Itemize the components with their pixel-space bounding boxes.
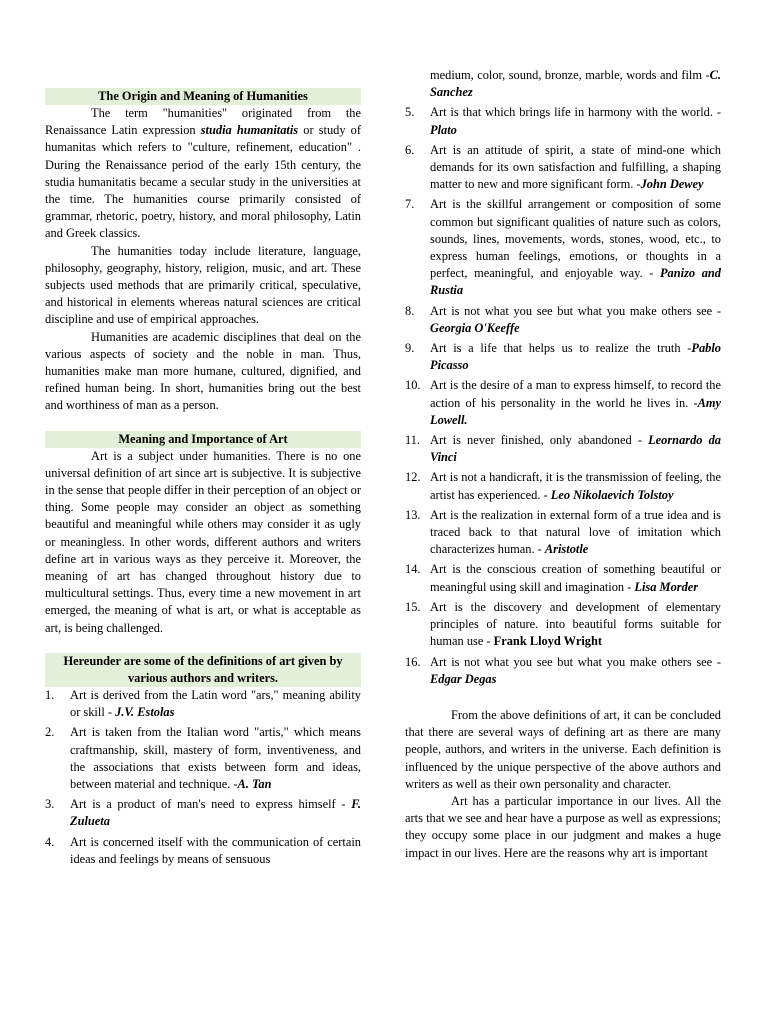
definition-author: John Dewey: [640, 177, 704, 192]
right-column: [405, 67, 721, 862]
definition-4-continued: [405, 67, 721, 101]
definition-item: [45, 724, 361, 793]
definitions-list-left: [45, 687, 361, 868]
definition-text: Art is not what you see but what you make others see -: [430, 654, 721, 669]
definition-item: [405, 599, 721, 651]
definition-text: Art is never finished, only abandoned -: [430, 433, 649, 448]
definition-number: 6.: [405, 142, 415, 157]
definition-number: 2.: [45, 725, 55, 740]
paragraph-conclusion-2: Art has a particular importance in our lives. All the arts that we see and hear have a purpose as well as expressions; they occupy some place in our judgment and makes a huge impact in our lives. Here are the reasons why art is important: [405, 793, 721, 860]
definition-number: 1.: [45, 687, 55, 702]
paragraph-meaning-1: Art is a subject under humanities. There is no one universal definition of art since art is subjective. It is subjective in the sense that people differ in their perception of an object or thing. Some people may consider an object as something beautiful and meaningful while others may consider it as ugly or meaningless. In other words, different authors and writers define art in various ways as they perceive it. Moreover, the meaning of art has changed throughout history due to multicultural settings. Thus, every time a new movement in art emerged, the meaning of what is art, or what is acceptable as art, is being challenged.: [45, 448, 361, 635]
definition-author: Pablo Picasso: [430, 341, 721, 373]
definition-item: [405, 104, 721, 138]
definition-item: [405, 507, 721, 559]
section-heading-definitions: Hereunder are some of the definitions of art given by various authors and writers.: [45, 653, 361, 687]
definition-number: 13.: [405, 507, 421, 522]
definition-number: 10.: [405, 378, 421, 393]
definition-author: Amy Lowell.: [430, 395, 721, 427]
definition-author: Edgar Degas: [430, 671, 497, 686]
definition-text: Art is not what you see but what you make others see -: [430, 303, 721, 318]
definition-item: [45, 687, 361, 721]
definition-number: 5.: [405, 105, 415, 120]
definition-author: Lisa Morder: [634, 579, 699, 594]
definition-item: [405, 377, 721, 429]
definition-item: [405, 654, 721, 688]
definition-item: [45, 796, 361, 830]
definition-number: 9.: [405, 341, 415, 356]
definition-text: Art is the desire of a man to express himself, to record the action of his personality in the world he lives in. -: [430, 378, 721, 410]
definition-number: 16.: [405, 654, 421, 669]
definition-number: 3.: [45, 797, 55, 812]
paragraph-text: or study of humanitas which refers to "culture, refinement, education" . During the Renaissance period of the early 15th century, the studia humanitatis became a secular study in the universities at the time. The humanities course primarily consisted of grammar, rhetoric, poetry, history, and moral philosophy, Latin and Greek classics.: [45, 123, 361, 241]
definition-text: Art is not a handicraft, it is the transmission of feeling, the artist has experienced. -: [430, 470, 721, 502]
definition-number: 12.: [405, 470, 421, 485]
paragraph-text: The term "humanities" originated from the Renaissance Latin expression: [45, 106, 361, 138]
definition-author: Panizo and Rustia: [430, 266, 722, 298]
paragraph-origin-3: Humanities are academic disciplines that deal on the various aspects of society and the noble in man. Thus, humanities make man more humane, cultured, dignified, and refined human being. In short, humanities bring out the best and worthiness of man as a person.: [45, 329, 361, 413]
definition-item: [405, 196, 721, 299]
definition-text: Art is the realization in external form of a true idea and is traced back to that natural love of imitation which characterizes human. -: [430, 507, 721, 557]
definition-text: Art is the discovery and development of elementary principles of nature. into beautiful forms suitable for human use -: [430, 599, 721, 649]
definition-author: Georgia O'Keeffe: [430, 320, 520, 335]
definition-item: [405, 303, 721, 337]
definition-number: 14.: [405, 562, 421, 577]
definition-author: A. Tan: [237, 776, 272, 791]
section-heading-meaning: Meaning and Importance of Art: [45, 431, 361, 448]
definition-text: Art is that which brings life in harmony with the world. -: [430, 105, 721, 120]
definition-number: 8.: [405, 303, 415, 318]
definition-number: 4.: [45, 834, 55, 849]
spacer: [45, 415, 361, 431]
definition-item: [45, 834, 361, 868]
definition-author: J.V. Estolas: [115, 705, 175, 720]
definition-author: Frank Lloyd Wright: [493, 634, 602, 649]
definition-text: Art is the conscious creation of something beautiful or meaningful using skill and imagination -: [430, 562, 721, 594]
definition-text: Art is derived from the Latin word "ars," meaning ability or skill -: [70, 687, 361, 720]
definition-number: 11.: [405, 433, 421, 448]
spacer: [405, 691, 721, 707]
definition-author: Plato: [430, 122, 457, 137]
definition-item: [405, 561, 721, 595]
definition-item: [405, 340, 721, 374]
definition-text: Art is the skillful arrangement or composition of some common but significant qualities of nature such as colors, sounds, lines, movements, words, stones, wood, etc., to express human feelings, emotions, or thoughts in a perfect, meaningful, and enjoyable way. -: [430, 197, 721, 281]
left-column: [45, 88, 361, 871]
definition-number: 7.: [405, 197, 415, 212]
definition-item: [405, 142, 721, 194]
section-heading-origin: The Origin and Meaning of Humanities: [45, 88, 361, 105]
spacer: [45, 637, 361, 653]
paragraph-origin-2: The humanities today include literature, language, philosophy, geography, history, religion, music, and art. These subjects used methods that are primarily critical, speculative, and historical in elements whereas natural sciences are critical discipline and use of empirical approaches.: [45, 243, 361, 327]
definition-text: Art is a product of man's need to express himself -: [70, 797, 352, 812]
definition-item: [405, 469, 721, 503]
definition-text: Art is concerned itself with the communication of certain ideas and feelings by means of sensuous: [70, 834, 361, 866]
definition-item: [405, 432, 721, 466]
paragraph-origin-1: [45, 105, 361, 243]
definition-text: Art is an attitude of spirit, a state of mind-one which demands for its own satisfaction and fulfilling, a shaping matter to new and more significant form. -: [430, 142, 721, 192]
definition-author: F. Zulueta: [70, 797, 361, 829]
definitions-list-right: [405, 104, 721, 688]
latin-term: studia humanitatis: [200, 123, 299, 138]
definition-author: C. Sanchez: [430, 68, 721, 100]
definition-author: Aristotle: [544, 542, 589, 557]
definition-text: Art is taken from the Italian word "artis," which means craftmanship, skill, mastery of form, inventiveness, and the associations that exists between form and ideas, between material and technique. -: [70, 725, 361, 791]
definition-author: Leo Nikolaevich Tolstoy: [550, 487, 674, 502]
definition-number: 15.: [405, 599, 421, 614]
definition-author: Leornardo da Vinci: [430, 433, 722, 465]
definition-text: medium, color, sound, bronze, marble, words and film -: [430, 68, 710, 82]
definition-text: Art is a life that helps us to realize the truth -: [430, 341, 692, 356]
paragraph-conclusion-1: From the above definitions of art, it can be concluded that there are several ways of defining art as there are many people, authors, and writers in the universe. Each definition is influenced by the unique perspective of the above authors and writers as well as their own personality and character.: [405, 707, 721, 791]
